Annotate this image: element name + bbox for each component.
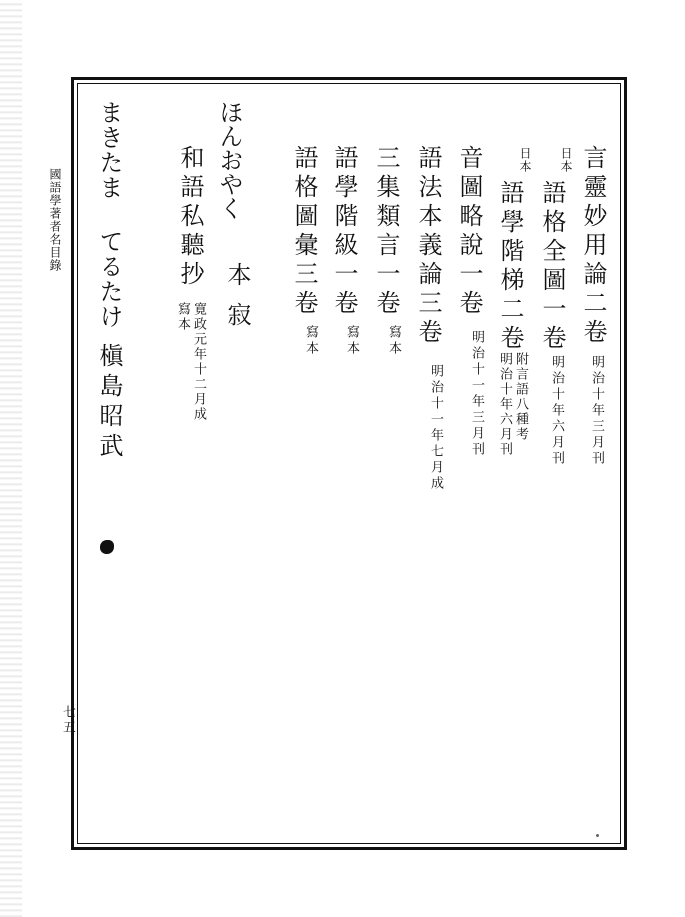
entry-prefix: 日本 <box>559 147 573 173</box>
author-reading: まきたま てるたけ <box>95 100 123 329</box>
work-note-a: 寛政元年十二月成 <box>191 302 206 422</box>
entry-title: 三集類言一卷 <box>372 145 400 319</box>
speck <box>596 834 599 837</box>
page-edge-shadow <box>0 0 22 917</box>
work-title: 和語私聽抄 <box>176 145 204 290</box>
page-number: 七五 <box>60 705 75 735</box>
entry-title: 言靈妙用論二卷 <box>579 145 607 348</box>
entry-note: 明治十年三月刊 <box>589 355 604 467</box>
running-header: 國語學著者名目錄 <box>48 168 62 272</box>
entry-title: 語學階梯二卷 <box>496 180 524 354</box>
entry-note: 明治十一年三月刊 <box>469 330 484 458</box>
entry-title: 語學階級一卷 <box>330 145 358 319</box>
entry-note-a: 附言語八種考 <box>513 352 528 442</box>
entry-note: 寫本 <box>344 325 359 357</box>
author-reading: ほんおやく <box>215 100 243 220</box>
work-note-b: 寫本 <box>175 302 190 332</box>
entry-title: 音圖略說一卷 <box>455 145 483 319</box>
author-name: 本寂 <box>223 262 251 342</box>
entry-prefix: 日本 <box>518 147 532 173</box>
entry-note: 明治十一年七月成 <box>428 364 443 492</box>
entry-note-b: 明治十年六月刊 <box>497 352 512 457</box>
entry-note: 寫本 <box>303 325 318 357</box>
entry-title: 語格圖彙三卷 <box>290 145 318 319</box>
entry-note: 寫本 <box>386 325 401 357</box>
entry-title: 語格全圖一卷 <box>538 180 566 354</box>
entry-title: 語法本義論三卷 <box>414 145 442 348</box>
ink-mark <box>100 540 114 554</box>
author-name: 槇島昭武 <box>95 343 123 463</box>
entry-note: 明治十年六月刊 <box>549 355 564 467</box>
